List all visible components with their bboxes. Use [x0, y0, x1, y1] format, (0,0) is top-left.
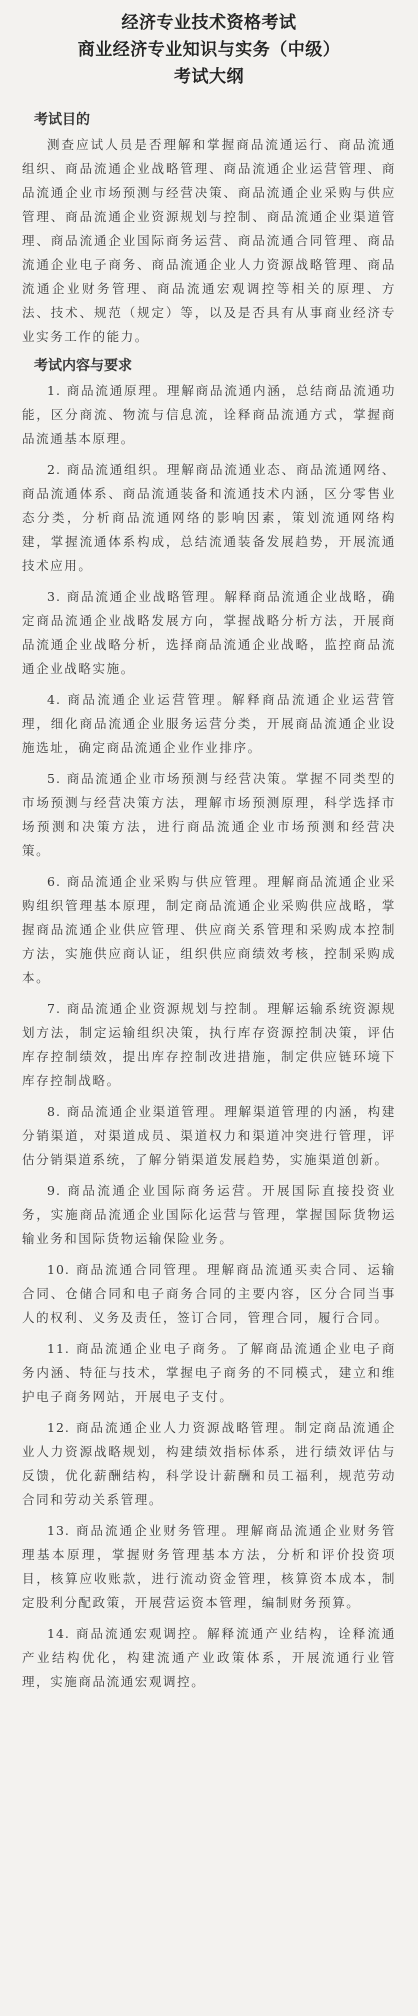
requirement-item: [22, 1622, 396, 1694]
requirement-item: [22, 688, 396, 760]
requirement-text: 制定商品流通企业人力资源战略规划，构建绩效指标体系，进行绩效评估与反馈，优化薪酬结构，科学设计薪酬和员工福利，规范劳动合同和劳动关系管理。: [22, 1420, 396, 1507]
requirement-text: 掌握不同类型的市场预测与经营决策方法，理解市场预测原理，科学选择市场预测和决策方法，进行商品流通企业市场预测和经营决策。: [22, 771, 397, 858]
requirement-text: 开展国际直接投资业务，实施商品流通企业国际化运营与管理，掌握国际货物运输业务和国际货物运输保险业务。: [22, 1183, 396, 1246]
requirement-title: 商品流通宏观调控。: [75, 1626, 208, 1641]
requirement-title: 商品流通企业人力资源战略管理。: [75, 1420, 295, 1435]
requirement-number: 1.: [47, 383, 61, 398]
requirement-number: 6.: [47, 874, 61, 889]
requirement-text: 解释商品流通企业运营管理，细化商品流通企业服务运营分类，开展商品流通企业设施选址，确定商品流通企业作业排序。: [22, 692, 396, 755]
requirement-title: 商品流通企业市场预测与经营决策。: [66, 771, 296, 786]
purpose-heading: 考试目的: [34, 112, 90, 128]
requirement-number: 4.: [47, 692, 61, 707]
title-line-2: 商业经济专业知识与实务（中级）: [77, 40, 341, 60]
requirement-item: [22, 1519, 396, 1615]
requirement-number: 7.: [47, 1001, 61, 1016]
requirement-item: [22, 1416, 396, 1512]
requirement-title: 商品流通企业电子商务。: [75, 1341, 237, 1356]
title-block: [22, 10, 396, 91]
requirement-text: 理解商品流通内涵，总结商品流通功能，区分商流、物流与信息流，诠释商品流通方式，掌握商品流通基本原理。: [22, 383, 397, 446]
requirement-item: [22, 585, 396, 681]
purpose-text: 测查应试人员是否理解和掌握商品流通运行、商品流通组织、商品流通企业战略管理、商品流通企业运营管理、商品流通企业市场预测与经营决策、商品流通企业采购与供应管理、商品流通企业资源规划与控制、商品流通企业渠道管理、商品流通企业国际商务运营、商品流通合同管理、商品流通企业电子商务、商品流通企业人力资源战略管理、商品流通企业财务管理、商品流通宏观调控等相关的原理、方法、技术、规范（规定）等，以及是否具有从事商业经济专业实务工作的能力。: [22, 137, 396, 344]
requirement-text: 了解商品流通企业电子商务内涵、特征与技术，掌握电子商务的不同模式，建立和维护电子商务网站，开展电子支付。: [22, 1341, 396, 1404]
requirement-number: 10.: [47, 1262, 70, 1277]
requirement-number: 9.: [47, 1183, 61, 1198]
requirement-text: 理解商品流通买卖合同、运输合同、仓储合同和电子商务合同的主要内容，区分合同当事人的权利、义务及责任，签订合同，管理合同，履行合同。: [22, 1262, 396, 1325]
requirement-number: 11.: [47, 1341, 70, 1356]
requirement-item: [22, 458, 396, 578]
requirements-heading: 考试内容与要求: [34, 358, 132, 374]
title-line-1: 经济专业技术资格考试: [121, 13, 297, 33]
requirement-title: 商品流通合同管理。: [75, 1262, 208, 1277]
requirements-list: [22, 379, 396, 1694]
requirement-title: 商品流通企业国际商务运营。: [67, 1183, 263, 1198]
requirement-number: 5.: [47, 771, 61, 786]
requirement-title: 商品流通企业渠道管理。: [66, 1104, 225, 1119]
requirement-text: 解释商品流通企业战略，确定商品流通企业战略发展方向，掌握战略分析方法，开展商品流通企业战略分析，选择商品流通企业战略，监控商品流通企业战略实施。: [22, 589, 397, 676]
requirement-item: [22, 1337, 396, 1409]
requirement-title: 商品流通企业财务管理。: [75, 1523, 237, 1538]
requirement-text: 解释流通产业结构，诠释流通产业结构优化，构建流通产业政策体系，开展流通行业管理，实施商品流通宏观调控。: [22, 1626, 396, 1689]
requirement-number: 8.: [47, 1104, 61, 1119]
requirement-text: 理解渠道管理的内涵，构建分销渠道，对渠道成员、渠道权力和渠道冲突进行管理，评估分销渠道系统，了解分销渠道发展趋势，实施渠道创新。: [22, 1104, 397, 1167]
requirement-title: 商品流通企业运营管理。: [67, 692, 233, 707]
requirement-title: 商品流通企业采购与供应管理。: [66, 874, 268, 889]
requirement-number: 14.: [47, 1626, 70, 1641]
requirement-item: [22, 1100, 396, 1172]
requirement-title: 商品流通原理。: [66, 383, 168, 398]
requirement-text: 理解运输系统资源规划方法，制定运输组织决策，执行库存资源控制决策，评估库存控制绩效，提出库存控制改进措施，制定供应链环境下库存控制战略。: [22, 1001, 397, 1088]
requirement-item: [22, 1258, 396, 1330]
requirement-item: [22, 767, 396, 863]
requirement-text: 理解商品流通企业采购组织管理基本原理，制定商品流通企业采购供应战略，掌握商品流通企业供应管理、供应商关系管理和采购成本控制方法，实施供应商认证，组织供应商绩效考核，控制采购成本。: [22, 874, 397, 985]
requirement-number: 12.: [47, 1420, 70, 1435]
requirement-title: 商品流通企业资源规划与控制。: [66, 1001, 268, 1016]
requirement-item: [22, 1179, 396, 1251]
requirement-number: 2.: [47, 462, 61, 477]
requirement-item: [22, 379, 396, 451]
requirement-item: [22, 997, 396, 1093]
requirement-number: 13.: [47, 1523, 70, 1538]
requirement-text: 理解商品流通业态、商品流通网络、商品流通体系、商品流通装备和流通技术内涵，区分零售业态分类，分析商品流通网络的影响因素，策划流通网络构建，掌握流通体系构成，总结流通装备发展趋势，开展流通技术应用。: [22, 462, 397, 573]
requirement-item: [22, 870, 396, 990]
requirement-text: 理解商品流通企业财务管理基本原理，掌握财务管理基本方法，分析和评价投资项目，核算应收账款，进行流动资金管理，核算资本成本，制定股利分配政策，开展营运资本管理，编制财务预算。: [22, 1523, 396, 1610]
requirement-title: 商品流通企业战略管理。: [66, 589, 225, 604]
title-line-3: 考试大纲: [174, 67, 244, 87]
requirement-title: 商品流通组织。: [66, 462, 168, 477]
requirement-number: 3.: [47, 589, 61, 604]
